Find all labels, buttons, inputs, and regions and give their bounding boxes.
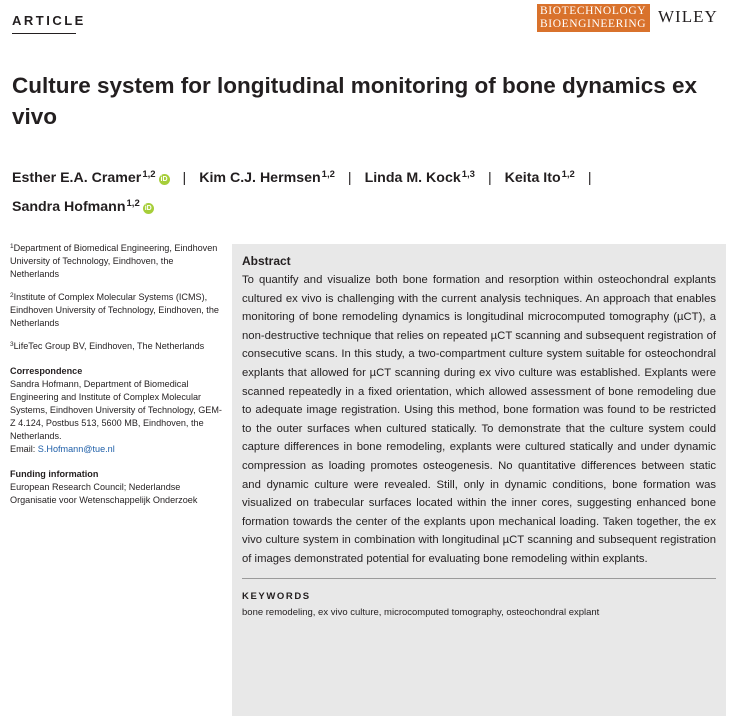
author-name: Keita Ito <box>504 170 561 186</box>
email-label: Email: <box>10 444 36 454</box>
orcid-icon[interactable]: iD <box>144 205 152 212</box>
author-2[interactable] <box>199 170 335 186</box>
affiliation-text: Department of Biomedical Engineering, Eindhoven University of Technology, Eindhoven, the Netherlands <box>10 243 218 279</box>
author-affiliation-marker: 1,2 <box>561 169 575 180</box>
keywords-list: bone remodeling, ex vivo culture, microcomputed tomography, osteochondral explant <box>242 606 600 618</box>
author-separator: | <box>487 170 492 186</box>
author-affiliation-marker: 1,3 <box>461 169 475 180</box>
affiliation-2 <box>10 289 222 330</box>
affiliation-text: Institute of Complex Molecular Systems (ICMS), Eindhoven University of Technology, Eindhoven, the Netherlands <box>10 292 219 328</box>
author-5[interactable] <box>12 199 154 215</box>
article-type-label: ARTICLE <box>12 13 86 28</box>
author-name: Esther E.A. Cramer <box>12 170 142 186</box>
abstract-box <box>232 244 726 716</box>
affiliation-3 <box>10 338 222 353</box>
author-list <box>12 162 727 220</box>
funding-heading: Funding information <box>10 469 99 479</box>
funding-text: European Research Council; Nederlandse Organisatie voor Wetenschappelijk Onderzoek <box>10 482 198 505</box>
correspondence-heading: Correspondence <box>10 366 83 376</box>
author-separator: | <box>347 170 352 186</box>
correspondence-email <box>10 443 222 456</box>
article-label-underline <box>12 33 76 34</box>
affiliation-number: 1 <box>10 243 14 250</box>
sidebar-info <box>10 240 222 507</box>
affiliation-text: LifeTec Group BV, Eindhoven, The Netherlands <box>13 341 205 351</box>
affiliation-number: 3 <box>10 341 14 348</box>
author-name: Sandra Hofmann <box>12 199 126 215</box>
journal-logo-line2: BIOENGINEERING <box>540 18 647 30</box>
publisher-logo: WILEY <box>658 7 718 26</box>
author-name: Kim C.J. Hermsen <box>199 170 321 186</box>
author-affiliation-marker: 1,2 <box>126 198 140 209</box>
orcid-icon[interactable]: iD <box>160 176 168 183</box>
abstract-heading: Abstract <box>242 254 291 268</box>
keywords-heading: KEYWORDS <box>242 590 311 602</box>
author-3[interactable] <box>365 170 475 186</box>
paper-title: Culture system for longitudinal monitoring of bone dynamics ex vivo <box>12 73 698 129</box>
author-separator: | <box>182 170 187 186</box>
email-link[interactable]: S.Hofmann@tue.nl <box>37 444 115 454</box>
correspondence-text: Sandra Hofmann, Department of Biomedical Engineering and Institute of Complex Molecular Systems, Eindhoven University of Technology, GEM-Z 4.124, Postbus 513, 5600 MB, Eindhoven, the Netherlands. <box>10 379 222 441</box>
author-separator: | <box>587 170 592 186</box>
keywords-divider <box>242 578 716 579</box>
affiliation-1 <box>10 240 222 281</box>
journal-logo <box>537 4 650 32</box>
author-1[interactable] <box>12 170 170 186</box>
author-4[interactable] <box>505 170 575 186</box>
abstract-text: To quantify and visualize both bone formation and resorption within osteochondral explants cultured ex vivo is challenging with the current analysis techniques. An approach that enables monitoring of bone remodeling dynamics is longitudinal microcomputed tomography (µCT), a non-destructive technique that relies on repeated µCT scanning and subsequent registration of consecutive scans. In this study, a two-compartment culture system suitable for osteochondral explants that allowed for µCT scanning during ex vivo culture was established. Explants were scanned repeatedly in a fixed orientation, which allowed assessment of bone remodeling due to adequate image registration. Using this method, bone formation was found to be restricted to the outer surfaces when cultured statically. To demonstrate that the culture system could capture differences in bone remodeling, explants were cultured statically and under dynamic compression as loading promotes osteogenesis. No quantitative differences between static and dynamic culture were revealed. Still, only in dynamic conditions, bone formation was visualized on trabecular surfaces located within the inner cores, suggesting enhanced bone formation towards the center of the explants upon mechanical loading. Taken together, the ex vivo culture system in combination with longitudinal µCT scanning and subsequent registration of images demonstrated potential for evaluating bone remodeling within explants. <box>242 274 716 565</box>
author-affiliation-marker: 1,2 <box>142 169 156 180</box>
affiliation-number: 2 <box>10 292 14 299</box>
journal-logo-line1: BIOTECHNOLOGY <box>540 5 647 17</box>
author-name: Linda M. Kock <box>364 170 461 186</box>
author-affiliation-marker: 1,2 <box>321 169 335 180</box>
